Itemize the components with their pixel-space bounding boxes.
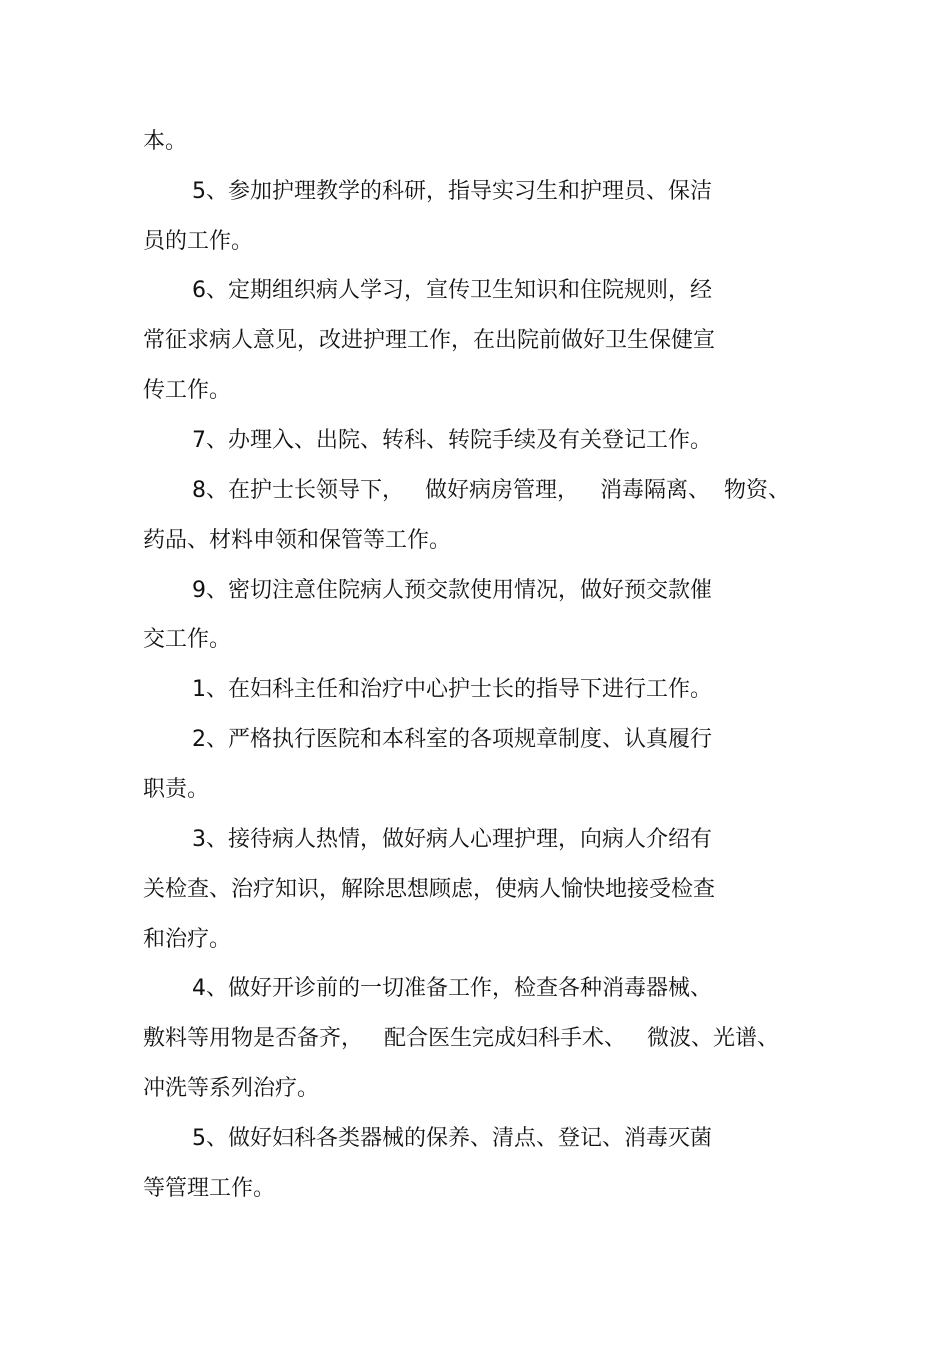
text-line: 交工作。 <box>143 627 232 652</box>
text-line: 1、在妇科主任和治疗中心护士长的指导下进行工作。 <box>192 677 712 702</box>
text-line: 5、做好妇科各类器械的保养、清点、登记、消毒灭菌 <box>192 1126 712 1151</box>
text-line: 2、严格执行医院和本科室的各项规章制度、认真履行 <box>192 727 712 752</box>
text-line: 常征求病人意见，改进护理工作，在出院前做好卫生保健宣 <box>143 328 716 353</box>
text-line: 传工作。 <box>143 378 232 403</box>
text-line: 药品、材料申领和保管等工作。 <box>143 528 452 553</box>
text-line: 5、参加护理教学的科研，指导实习生和护理员、保洁 <box>192 179 712 204</box>
text-line: 和治疗。 <box>143 927 232 952</box>
text-line: 8、在护士长领导下， 做好病房管理， 消毒隔离、 物资、 <box>192 478 790 503</box>
text-line: 9、密切注意住院病人预交款使用情况，做好预交款催 <box>192 578 712 603</box>
text-line: 职责。 <box>143 777 210 802</box>
text-line: 7、办理入、出院、转科、转院手续及有关登记工作。 <box>192 428 712 453</box>
text-line: 3、接待病人热情，做好病人心理护理，向病人介绍有 <box>192 827 712 852</box>
text-line: 本。 <box>143 129 188 154</box>
text-line: 冲洗等系列治疗。 <box>143 1076 320 1101</box>
text-line: 6、定期组织病人学习，宣传卫生知识和住院规则，经 <box>192 278 712 303</box>
text-line: 员的工作。 <box>143 229 254 254</box>
text-line: 关检查、治疗知识，解除思想顾虑，使病人愉快地接受检查 <box>143 877 716 902</box>
text-line: 敷料等用物是否备齐， 配合医生完成妇科手术、 微波、光谱、 <box>143 1026 779 1051</box>
text-line: 等管理工作。 <box>143 1176 276 1201</box>
text-line: 4、做好开诊前的一切准备工作，检查各种消毒器械、 <box>192 976 712 1001</box>
